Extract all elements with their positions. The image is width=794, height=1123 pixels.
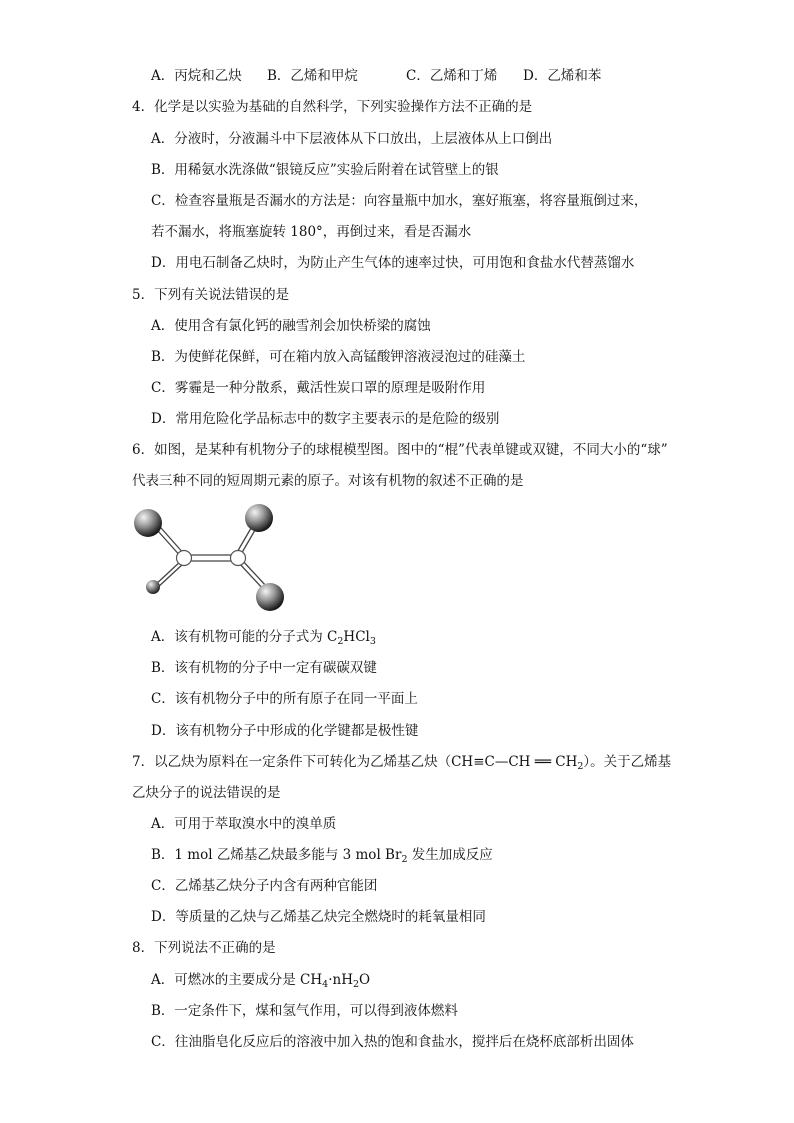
q4-option-c-line1: C．检查容量瓶是否漏水的方法是：向容量瓶中加水，塞好瓶塞，将容量瓶倒过来， [151, 193, 648, 209]
q6-option-a-text: HCl [343, 629, 370, 645]
q5-option-a: A．使用含有氯化钙的融雪剂会加快桥梁的腐蚀 [151, 318, 431, 334]
q8-option-a-text: ·nH [328, 972, 353, 988]
subscript: 2 [337, 636, 344, 647]
q6-option-c: C．该有机物分子中的所有原子在同一平面上 [151, 691, 418, 707]
q3-option-c: C．乙烯和丁烯 [406, 68, 498, 84]
q3-option-b: B．乙烯和甲烷 [267, 68, 358, 84]
q7-stem-line2: 乙炔分子的说法错误的是 [132, 785, 281, 801]
q7-stem-text: 7．以乙炔为原料在一定条件下可转化为乙烯基乙炔（CH≡C—CH ══ CH [132, 754, 578, 770]
q8-option-a-text: A．可燃冰的主要成分是 CH [151, 972, 323, 988]
q4-option-c-line2: 若不漏水，将瓶塞旋转 180°，再倒过来，看是否漏水 [151, 224, 472, 240]
bond-stick [156, 563, 184, 589]
q4-option-b: B．用稀氨水洗涤做“银镜反应”实验后附着在试管壁上的银 [151, 162, 499, 178]
small-atom-ball [146, 580, 160, 594]
q4-stem: 4．化学是以实验为基础的自然科学，下列实验操作方法不正确的是 [132, 99, 533, 115]
bond-stick [242, 560, 267, 587]
subscript: 2 [352, 979, 360, 990]
large-atom-ball [245, 504, 273, 532]
subscript: 4 [322, 979, 329, 990]
large-atom-ball [256, 583, 284, 611]
q8-stem: 8．下列说法不正确的是 [132, 940, 276, 956]
q5-option-d: D．常用危险化学品标志中的数字主要表示的是危险的级别 [151, 411, 500, 427]
q6-option-a-text: A．该有机物可能的分子式为 C [151, 629, 338, 645]
q3-option-a: A．丙烷和乙炔 [151, 68, 242, 84]
q7-option-a: A．可用于萃取溴水中的溴单质 [151, 816, 337, 832]
carbon-atom-ball [177, 551, 192, 566]
q5-option-b: B．为使鲜花保鲜，可在箱内放入高锰酸钾溶液浸泡过的硅藻土 [151, 349, 526, 365]
q7-stem-text: ）。关于乙烯基 [583, 754, 672, 770]
q7-option-b-text: 发生加成反应 [407, 847, 493, 863]
bond-stick [154, 560, 182, 586]
q6-option-a [151, 628, 376, 646]
q6-stem-line2: 代表三种不同的短周期元素的原子。对该有机物的叙述不正确的是 [132, 473, 524, 489]
q3-option-d: D．乙烯和苯 [523, 68, 602, 84]
q5-stem: 5．下列有关说法错误的是 [132, 287, 290, 303]
q8-option-a [151, 971, 370, 989]
q8-option-b: B．一定条件下，煤和氢气作用，可以得到液体燃料 [151, 1003, 458, 1019]
subscript: 3 [369, 636, 376, 647]
q8-option-a-text: O [359, 972, 371, 988]
q7-stem-line1 [132, 753, 671, 771]
subscript: 2 [401, 854, 408, 865]
bond-stick [238, 562, 264, 590]
q3-options-row [151, 67, 601, 85]
q7-option-b [151, 846, 493, 864]
ball-and-stick-molecule-figure [126, 498, 306, 618]
large-atom-ball [134, 509, 162, 537]
q4-option-d: D．用电石制备乙炔时，为防止产生气体的速率过快，可用饱和食盐水代替蒸馏水 [151, 255, 635, 271]
q8-option-c: C．往油脂皂化反应后的溶液中加入热的饱和食盐水，搅拌后在烧杯底部析出固体 [151, 1034, 634, 1050]
q5-option-c: C．雾霾是一种分散系，戴活性炭口罩的原理是吸附作用 [151, 380, 486, 396]
q6-option-d: D．该有机物分子中形成的化学键都是极性键 [151, 723, 419, 739]
q6-option-b: B．该有机物的分子中一定有碳碳双键 [151, 660, 377, 676]
subscript: 2 [577, 761, 584, 772]
q7-option-b-text: B．1 mol 乙烯基乙炔最多能与 3 mol Br [151, 847, 402, 863]
q7-option-c: C．乙烯基乙炔分子内含有两种官能团 [151, 878, 378, 894]
carbon-atom-ball [231, 551, 246, 566]
q4-option-a: A．分液时，分液漏斗中下层液体从下口放出，上层液体从上口倒出 [151, 131, 553, 147]
q6-stem-line1: 6．如图，是某种有机物分子的球棍模型图。图中的“棍”代表单键或双键，不同大小的“球” [132, 442, 668, 458]
q7-option-d: D．等质量的乙炔与乙烯基乙炔完全燃烧时的耗氧量相同 [151, 909, 486, 925]
